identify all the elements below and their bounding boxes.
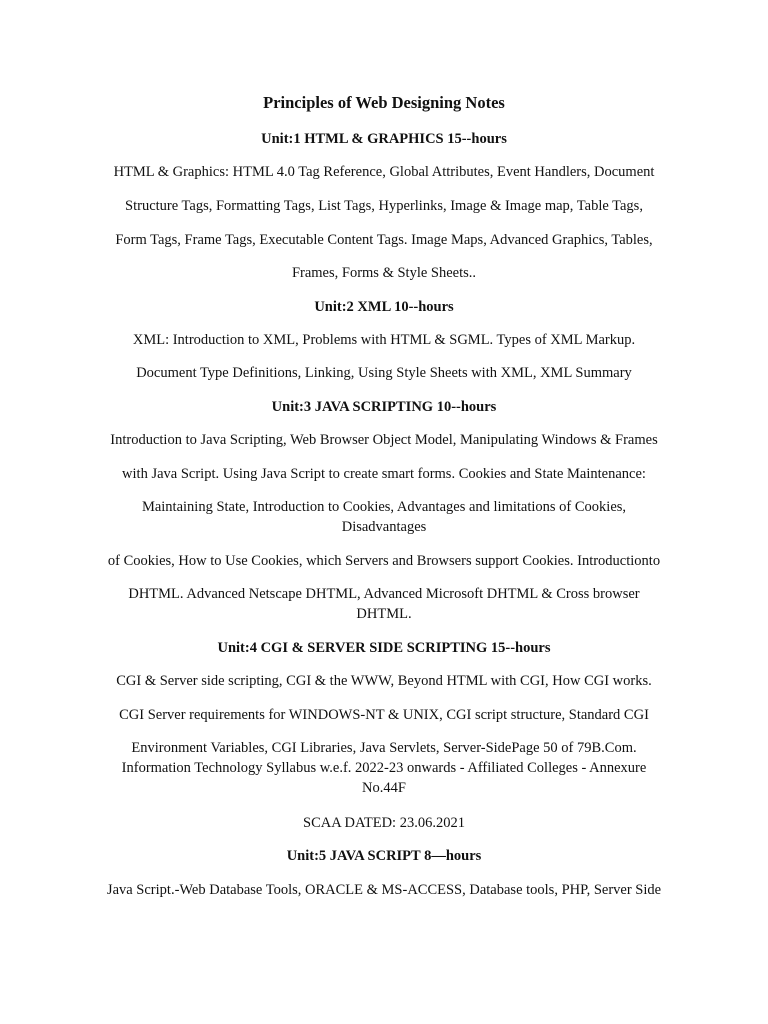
unit-1-line: Frames, Forms & Style Sheets.. <box>291 265 477 281</box>
document-title: Principles of Web Designing Notes <box>263 93 505 112</box>
unit-5-line: Java Script.-Web Database Tools, ORACLE & MS-ACCESS, Database tools, PHP, Server Side <box>106 882 662 898</box>
unit-3-line: with Java Script. Using Java Script to create smart forms. Cookies and State Maintenance: <box>122 466 646 482</box>
unit-1-line: HTML & Graphics: HTML 4.0 Tag Reference, Global Attributes, Event Handlers, Document <box>113 164 655 180</box>
unit-1-line: Form Tags, Frame Tags, Executable Content Tags. Image Maps, Advanced Graphics, Tables, <box>115 232 653 248</box>
unit-4-line: SCAA DATED: 23.06.2021 <box>303 815 465 831</box>
unit-5-heading: Unit:5 JAVA SCRIPT 8—hours <box>286 848 482 864</box>
unit-1-line: Structure Tags, Formatting Tags, List Tags, Hyperlinks, Image & Image map, Table Tags, <box>125 198 643 214</box>
unit-4-line: Environment Variables, CGI Libraries, Java Servlets, Server-SidePage 50 of 79B.Com. Information Technology Syllabus w.e.f. 2022-23 onwards - Affiliated Colleges - Annexure No.44F <box>121 740 647 796</box>
unit-3-line: of Cookies, How to Use Cookies, which Servers and Browsers support Cookies. Introductionto <box>107 553 661 569</box>
unit-4-line: CGI & Server side scripting, CGI & the WWW, Beyond HTML with CGI, How CGI works. <box>116 673 652 689</box>
unit-2-line: Document Type Definitions, Linking, Using Style Sheets with XML, XML Summary <box>136 365 632 381</box>
unit-3-heading: Unit:3 JAVA SCRIPTING 10--hours <box>271 399 497 415</box>
unit-3-line: Maintaining State, Introduction to Cookies, Advantages and limitations of Cookies, Disadvantages <box>141 499 627 535</box>
unit-3-line: DHTML. Advanced Netscape DHTML, Advanced Microsoft DHTML & Cross browser DHTML. <box>128 586 640 622</box>
unit-4-heading: Unit:4 CGI & SERVER SIDE SCRIPTING 15--hours <box>217 640 551 656</box>
unit-2-heading: Unit:2 XML 10--hours <box>314 299 454 315</box>
unit-2-line: XML: Introduction to XML, Problems with HTML & SGML. Types of XML Markup. <box>132 332 636 348</box>
unit-1-heading: Unit:1 HTML & GRAPHICS 15--hours <box>261 131 507 147</box>
unit-3-line: Introduction to Java Scripting, Web Browser Object Model, Manipulating Windows & Frames <box>110 432 658 448</box>
unit-4-line: CGI Server requirements for WINDOWS-NT & UNIX, CGI script structure, Standard CGI <box>119 707 649 723</box>
